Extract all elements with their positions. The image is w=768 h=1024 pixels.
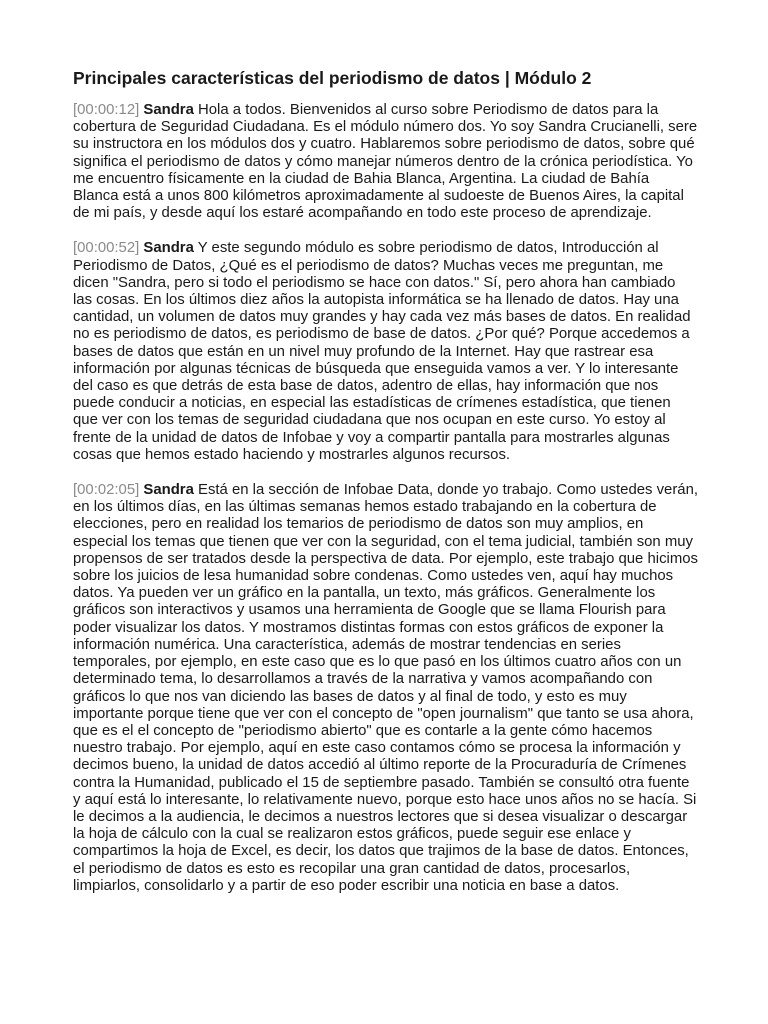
transcript-entry xyxy=(73,240,698,464)
timestamp: [00:00:52] xyxy=(73,240,140,257)
speaker-name: Sandra xyxy=(143,102,194,118)
entry-text: Y este segundo módulo es sobre periodismo de datos, Introducción al Periodismo de Datos, ¿Qué es el periodismo de datos? Muchas veces me preguntan, me dicen "Sandra, pero si todo el periodismo se hace con datos." Sí, pero ahora han cambiado las cosas. En los últimos diez años la autopista informática se ha llenado de datos. Hay una cantidad, un volumen de datos muy grandes y hay cada vez más bases de datos. En realidad no es periodismo de datos, es periodismo de base de datos. ¿Por qué? Porque accedemos a bases de datos que están en un nivel muy profundo de la Internet. Hay que rastrear esa información por algunas técnicas de búsqueda que enseguida vamos a ver. Y lo interesante del caso es que detrás de esta base de datos, adentro de ellas, hay información que nos puede conducir a noticias, en especial las estadísticas de crímenes estadística, que tienen que ver con los temas de seguridad ciudadana que nos ocupan en este curso. Yo estoy al frente de la unidad de datos de Infobae y voy a compartir pantalla para mostrarles algunas cosas que hemos estado haciendo y mostrarles algunos recursos. xyxy=(73,240,691,463)
timestamp: [00:00:12] xyxy=(73,102,140,118)
entry-text: Hola a todos. Bienvenidos al curso sobre Periodismo de datos para la cobertura de Seguridad Ciudadana. Es el módulo número dos. Yo soy Sandra Crucianelli, sere su instructora en los módulos dos y cuatro. Hablaremos sobre periodismo de datos, sobre qué significa el periodismo de datos y cómo manejar números dentro de la crónica periodística. Yo me encuentro físicamente en la ciudad de Bahia Blanca, Argentina. La ciudad de Bahía Blanca está a unos 800 kilómetros aproximadamente al sudoeste de Buenos Aires, la capital de mi país, y desde aquí los estaré acompañando en todo este proceso de aprendizaje. xyxy=(73,102,698,222)
document-title: Principales características del periodismo de datos | Módulo 2 xyxy=(73,68,592,88)
speaker-name: Sandra xyxy=(143,240,194,257)
transcript-entry xyxy=(73,482,698,895)
document-page xyxy=(73,66,698,913)
timestamp: [00:02:05] xyxy=(73,482,140,499)
speaker-name: Sandra xyxy=(143,482,194,499)
transcript-entry xyxy=(73,102,698,222)
entry-text: Está en la sección de Infobae Data, donde yo trabajo. Como ustedes verán, en los últimos días, en las últimas semanas hemos estado trabajando en la cobertura de elecciones, pero en realidad los temarios de periodismo de datos son muy amplios, en especial los temas que tienen que ver con la seguridad, con el tema judicial, también son muy propensos de ser tratados desde la perspectiva de data. Por ejemplo, este trabajo que hicimos sobre los juicios de lesa humanidad sobre condenas. Como ustedes ven, aquí hay muchos datos. Ya pueden ver un gráfico en la pantalla, un texto, más gráficos. Generalmente los gráficos son interactivos y usamos una herramienta de Google que se llama Flourish para poder visualizar los datos. Y mostramos distintas formas con estos gráficos de exponer la información numérica. Una característica, además de mostrar tendencias en series temporales, por ejemplo, en este caso que es lo que pasó en los últimos cuatro años con un determinado tema, lo desarrollamos a través de la narrativa y vamos acompañando con gráficos lo que nos van diciendo las bases de datos y al final de todo, y esto es muy importante porque tiene que ver con el concepto de "open journalism" que tanto se usa ahora, que es el el concepto de "periodismo abierto" que es contarle a la gente cómo hacemos nuestro trabajo. Por ejemplo, aquí en este caso contamos cómo se procesa la información y decimos bueno, la unidad de datos accedió al último reporte de la Procuraduría de Crímenes contra la Humanidad, publicado el 15 de septiembre pasado. También se consultó otra fuente y aquí está lo interesante, lo relativamente nuevo, porque esto hace unos años no se hacía. Si le decimos a la audiencia, le decimos a nuestros lectores que si desea visualizar o descargar la hoja de cálculo con la cual se realizaron estos gráficos, puede seguir ese enlace y compartimos la hoja de Excel, es decir, los datos que trajimos de la base de datos. Entonces, el periodismo de datos es esto es recopilar una gran cantidad de datos, procesarlos, limpiarlos, consolidarlo y a partir de eso poder escribir una noticia en base a datos. xyxy=(73,482,698,894)
